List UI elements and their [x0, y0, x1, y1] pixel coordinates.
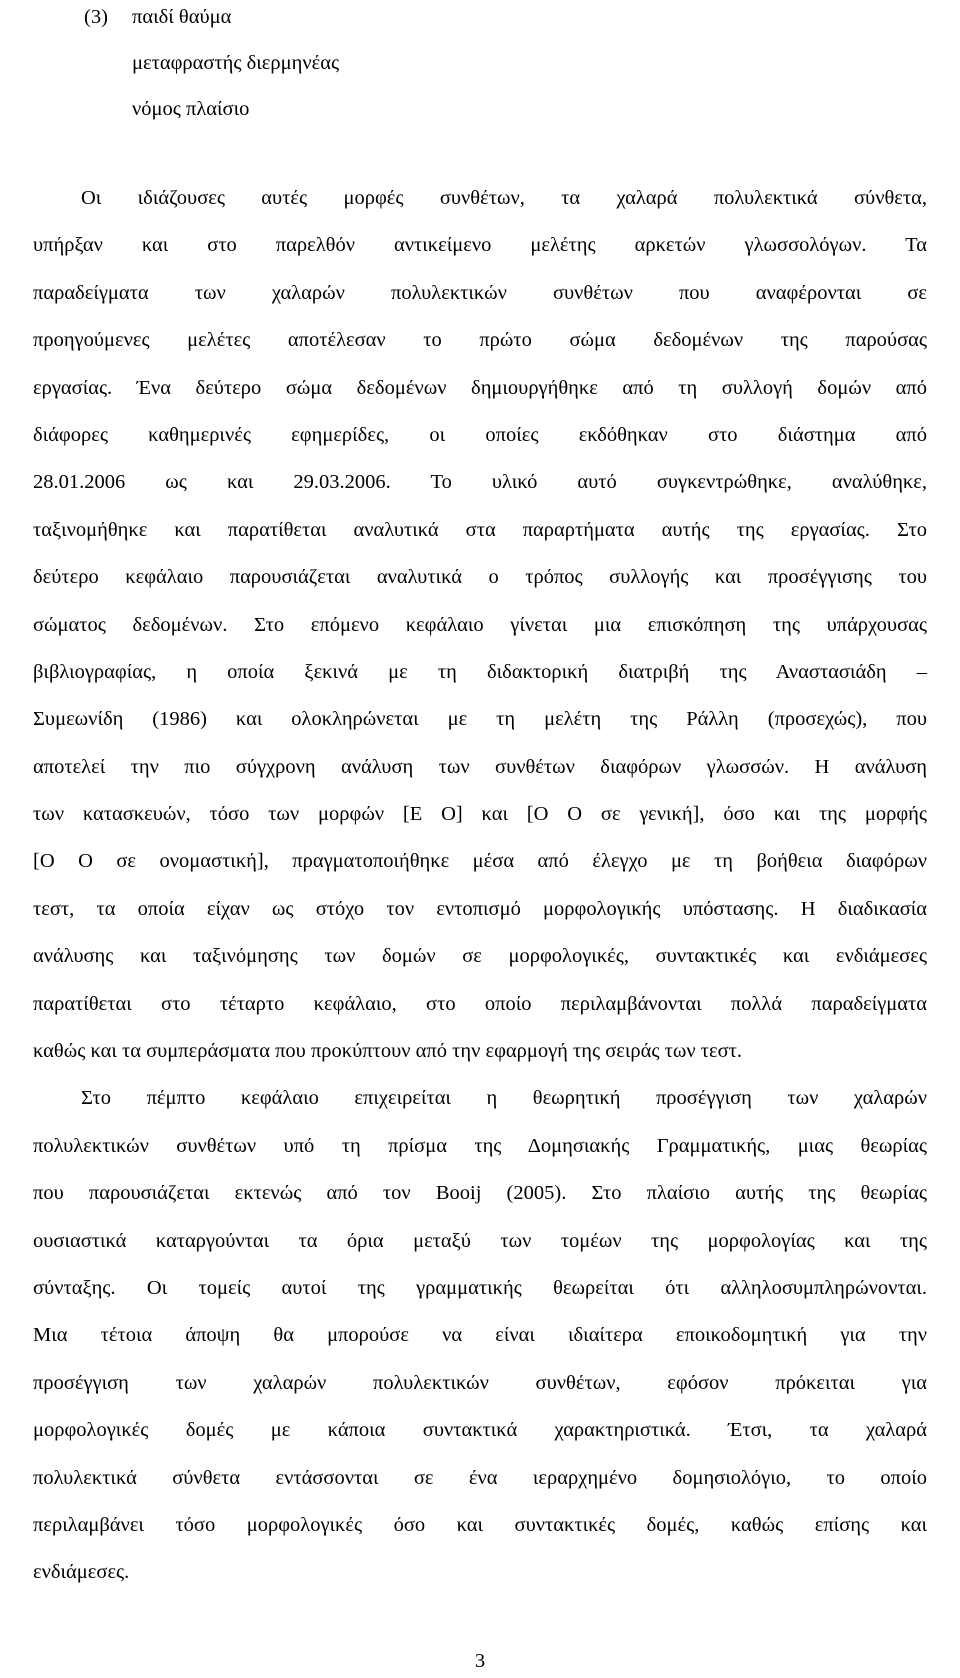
paragraph-line: προσέγγιση των χαλαρών πολυλεκτικών συνθέτων, εφόσον πρόκειται για	[33, 1371, 927, 1394]
page-number: 3	[474, 1650, 486, 1672]
paragraph-line: καθώς και τα συμπεράσματα που προκύπτουν από την εφαρμογή της σειράς των τεστ.	[33, 1040, 743, 1063]
paragraph-line: προηγούμενες μελέτες αποτέλεσαν το πρώτο σώμα δεδομένων της παρούσας	[33, 329, 927, 352]
list-item	[84, 92, 584, 138]
paragraph-line: περιλαμβάνει τόσο μορφολογικές όσο και συντακτικές δομές, καθώς επίσης και	[33, 1513, 927, 1536]
paragraph-line: βιβλιογραφίας, η οποία ξεκινά με τη διδακτορική διατριβή της Αναστασιάδη –	[33, 660, 927, 683]
paragraph-line: πολυλεκτικά σύνθετα εντάσσονται σε ένα ιεραρχημένο δομησιολόγιο, το οποίο	[33, 1466, 927, 1489]
paragraph-line: υπήρξαν και στο παρελθόν αντικείμενο μελέτης αρκετών γλωσσολόγων. Τα	[33, 234, 927, 257]
paragraph-line: σώματος δεδομένων. Στο επόμενο κεφάλαιο γίνεται μια επισκόπηση της υπάρχουσας	[33, 613, 927, 636]
paragraph-line: πολυλεκτικών συνθέτων υπό τη πρίσμα της Δομησιακής Γραμματικής, μιας θεωρίας	[33, 1134, 927, 1157]
paragraph-line: σύνταξης. Οι τομείς αυτοί της γραμματικής θεωρείται ότι αλληλοσυμπληρώνονται.	[33, 1276, 927, 1299]
body-text	[33, 175, 927, 1597]
paragraph-line: [Ο Ο σε ονομαστική], πραγματοποιήθηκε μέσα από έλεγχο με τη βοήθεια διαφόρων	[33, 850, 927, 873]
paragraph-line: αποτελεί την πιο σύγχρονη ανάλυση των συνθέτων διαφόρων γλωσσών. Η ανάλυση	[33, 755, 927, 778]
paragraph-line: τεστ, τα οποία είχαν ως στόχο τον εντοπισμό μορφολογικής υπόστασης. Η διαδικασία	[33, 897, 927, 920]
paragraph-line: Στο πέμπτο κεφάλαιο επιχειρείται η θεωρητική προσέγγιση των χαλαρών	[81, 1087, 927, 1110]
paragraph-line: διάφορες καθημερινές εφημερίδες, οι οποίες εκδόθηκαν στο διάστημα από	[33, 423, 927, 446]
list-item-text: νόμος πλαίσιο	[132, 98, 250, 120]
paragraph-line: των κατασκευών, τόσο των μορφών [Ε Ο] και [Ο Ο σε γενική], όσο και της μορφής	[33, 803, 927, 826]
example-number: (3)	[84, 6, 108, 28]
paragraph-line: ενδιάμεσες.	[33, 1561, 130, 1584]
list-item-text: παιδί θαύμα	[132, 6, 232, 28]
paragraph-line: Μια τέτοια άποψη θα μπορούσε να είναι ιδιαίτερα εποικοδομητική για την	[33, 1324, 927, 1347]
paragraph-line: παρατίθεται στο τέταρτο κεφάλαιο, στο οποίο περιλαμβάνονται πολλά παραδείγματα	[33, 992, 927, 1015]
list-item	[84, 46, 584, 92]
paragraph-line: που παρουσιάζεται εκτενώς από τον Booij (2005). Στο πλαίσιο αυτής της θεωρίας	[33, 1182, 927, 1205]
paragraph-line: εργασίας. Ένα δεύτερο σώμα δεδομένων δημιουργήθηκε από τη συλλογή δομών από	[33, 376, 927, 399]
paragraph-line: μορφολογικές δομές με κάποια συντακτικά χαρακτηριστικά. Έτσι, τα χαλαρά	[33, 1419, 927, 1442]
example-list	[84, 0, 584, 138]
paragraph-line: Οι ιδιάζουσες αυτές μορφές συνθέτων, τα χαλαρά πολυλεκτικά σύνθετα,	[81, 187, 927, 209]
paragraph-line: δεύτερο κεφάλαιο παρουσιάζεται αναλυτικά ο τρόπος συλλογής και προσέγγισης του	[33, 566, 927, 589]
paragraph-line: Συμεωνίδη (1986) και ολοκληρώνεται με τη μελέτη της Ράλλη (προσεχώς), που	[33, 708, 927, 731]
paragraph-line: ταξινομήθηκε και παρατίθεται αναλυτικά στα παραρτήματα αυτής της εργασίας. Στο	[33, 518, 927, 541]
list-item-text: μεταφραστής διερμηνέας	[132, 52, 340, 74]
paragraph-line: ανάλυσης και ταξινόμησης των δομών σε μορφολογικές, συντακτικές και ενδιάμεσες	[33, 945, 927, 968]
list-item	[84, 0, 584, 46]
paragraph-line: 28.01.2006 ως και 29.03.2006. Το υλικό αυτό συγκεντρώθηκε, αναλύθηκε,	[33, 471, 927, 494]
paragraph-line: παραδείγματα των χαλαρών πολυλεκτικών συνθέτων που αναφέρονται σε	[33, 281, 927, 304]
paragraph-line: ουσιαστικά καταργούνται τα όρια μεταξύ των τομέων της μορφολογίας και της	[33, 1229, 927, 1252]
